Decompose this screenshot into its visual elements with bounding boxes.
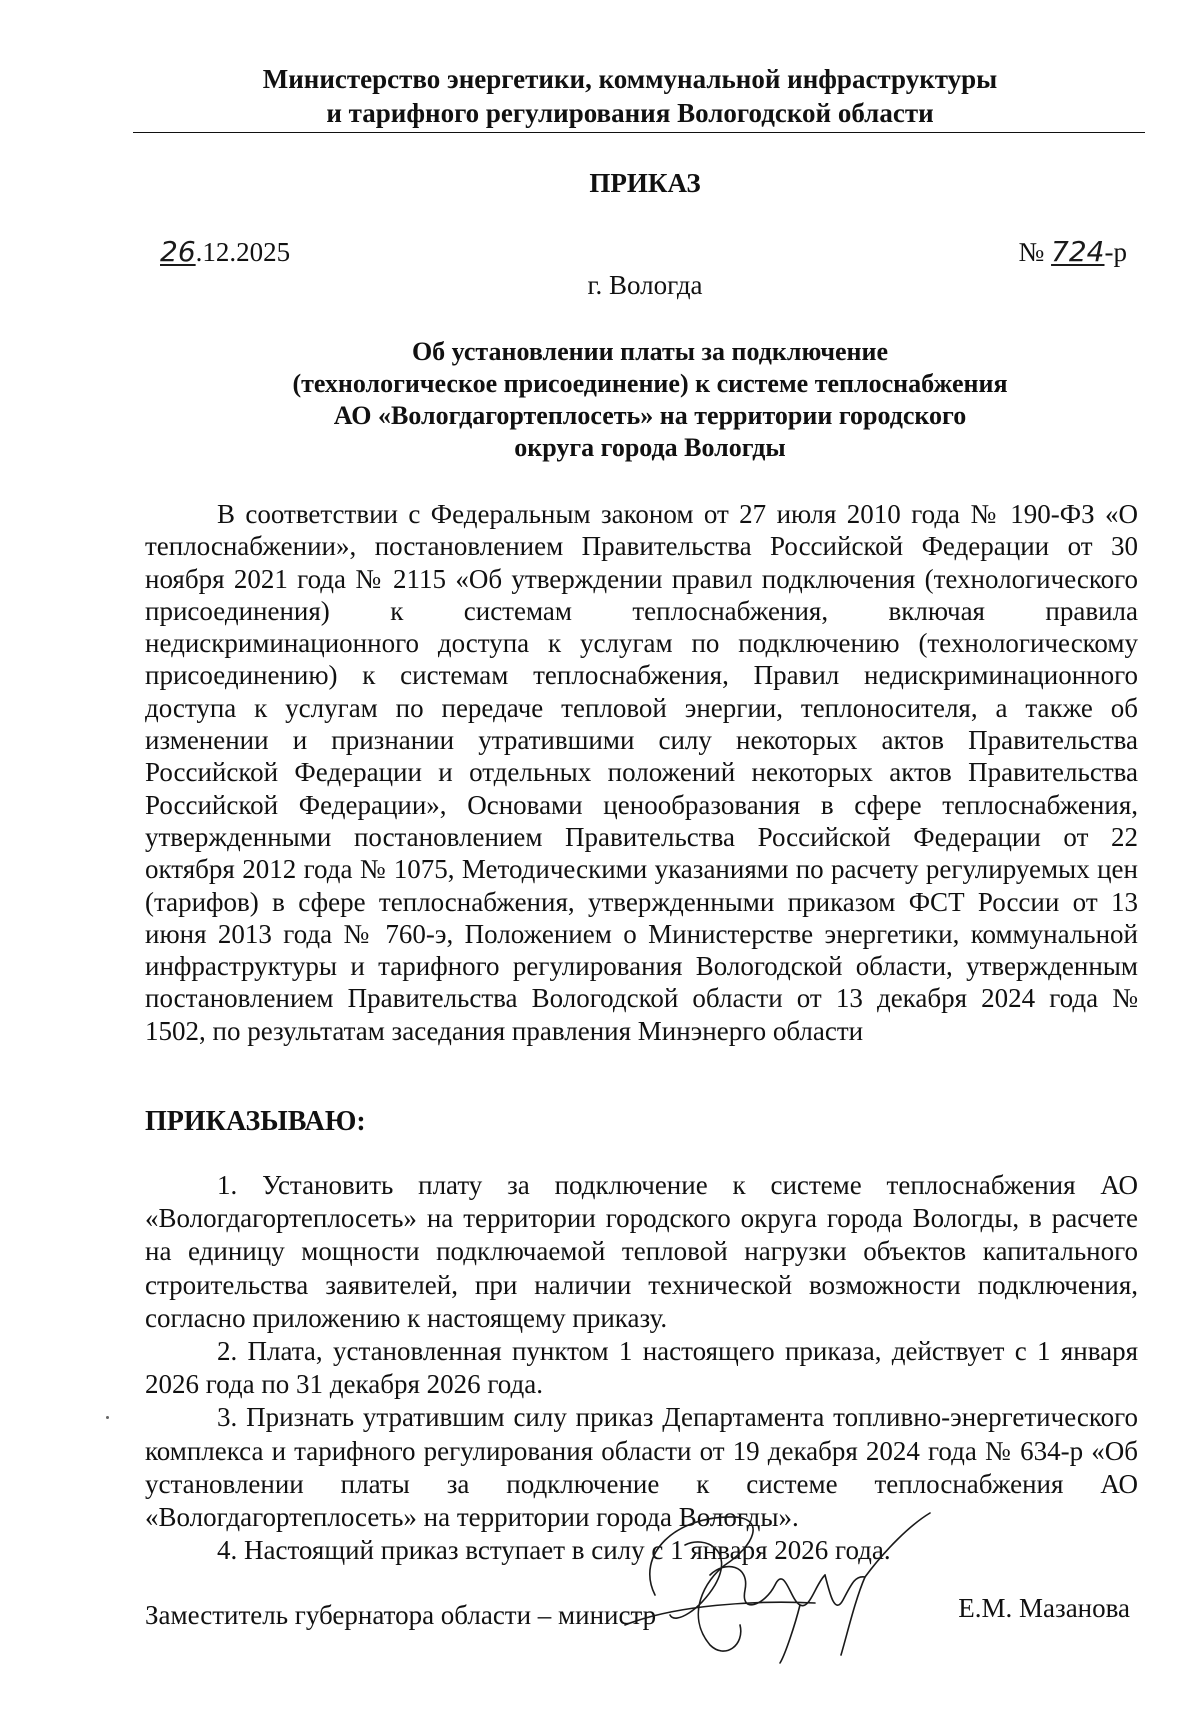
number-sign: № bbox=[1018, 237, 1045, 267]
signer-position: Заместитель губернатора области – министр bbox=[145, 1600, 657, 1630]
order-item-4: 4. Настоящий приказ вступает в силу с 1 января 2026 года. bbox=[217, 1535, 891, 1566]
ministry-header-line2: и тарифного регулирования Вологодской области bbox=[326, 98, 934, 128]
title-line2: (технологическое присоединение) к системе теплоснабжения bbox=[292, 369, 1008, 398]
title-line4: округа города Вологды bbox=[514, 433, 786, 462]
document-number bbox=[1019, 235, 1127, 268]
document-title bbox=[220, 336, 1080, 464]
title-line3: АО «Вологдагортеплосеть» на территории городского bbox=[333, 401, 967, 430]
order-item-2: 2. Плата, установленная пунктом 1 настоящего приказа, действует с 1 января 2026 года по 31 декабря 2026 года. bbox=[145, 1336, 1138, 1400]
document-date bbox=[160, 235, 290, 268]
document-city: г. Вологда bbox=[587, 270, 703, 300]
order-word: ПРИКАЗЫВАЮ: bbox=[145, 1106, 366, 1137]
document-type: ПРИКАЗ bbox=[589, 168, 701, 198]
handwritten-signature bbox=[615, 1505, 945, 1665]
scan-speck bbox=[106, 1416, 109, 1419]
signer-name: Е.М. Мазанова bbox=[958, 1593, 1130, 1623]
date-month-year: .12.2025 bbox=[195, 237, 291, 267]
preamble-paragraph: В соответствии с Федеральным законом от 27 июля 2010 года № 190-ФЗ «О теплоснабжении», постановлением Правительства Российской Федерации от 30 ноября 2021 года № 2115 «Об утверждении правил подключения (технологического присоединения) к системам теплоснабжения, включая правила недискриминационного доступа к услугам по подключению (технологическому присоединению) к системам теплоснабжения, Правил недискриминационного доступа к услугам по передаче тепловой энергии, теплоносителя, а также об изменении и признании утратившими силу некоторых актов Правительства Российской Федерации и отдельных положений некоторых актов Правительства Российской Федерации», Основами ценообразования в сфере теплоснабжения, утвержденными постановлением Правительства Российской Федерации от 22 октября 2012 года № 1075, Методическими указаниями по расчету регулируемых цен (тарифов) в сфере теплоснабжения, утвержденными приказом ФСТ России от 13 июня 2013 года № 760-э, Положением о Министерстве энергетики, коммунальной инфраструктуры и тарифного регулирования Вологодской области, утвержденным постановлением Правительства Вологодской области от 13 декабря 2024 года № 1502, по результатам заседания правления Минэнерго области bbox=[145, 499, 1138, 1046]
header-divider bbox=[133, 132, 1145, 133]
number-suffix: -р bbox=[1104, 237, 1127, 267]
ministry-header-line1: Министерство энергетики, коммунальной инфраструктуры bbox=[262, 64, 998, 94]
preamble-block bbox=[145, 498, 1138, 1047]
order-item-3: 3. Признать утратившим силу приказ Департамента топливно-энергетического комплекса и тарифного регулирования области от 19 декабря 2024 года № 634-р «Об установлении платы за подключение к системе теплоснабжения АО «Вологдагортеплосеть» на территории города Вологды». bbox=[145, 1402, 1138, 1533]
date-day-handwritten: 26 bbox=[160, 235, 196, 268]
ministry-header bbox=[120, 62, 1140, 130]
number-value-handwritten: 724 bbox=[1051, 235, 1105, 268]
order-item-1: 1. Установить плату за подключение к системе теплоснабжения АО «Вологдагортеплосеть» на территории городского округа города Вологды, в расчете на единицу мощности подключаемой тепловой нагрузки объектов капитального строительства заявителей, при наличии технической возможности подключения, согласно приложению к настоящему приказу. bbox=[145, 1170, 1138, 1333]
title-line1: Об установлении платы за подключение bbox=[411, 337, 889, 366]
